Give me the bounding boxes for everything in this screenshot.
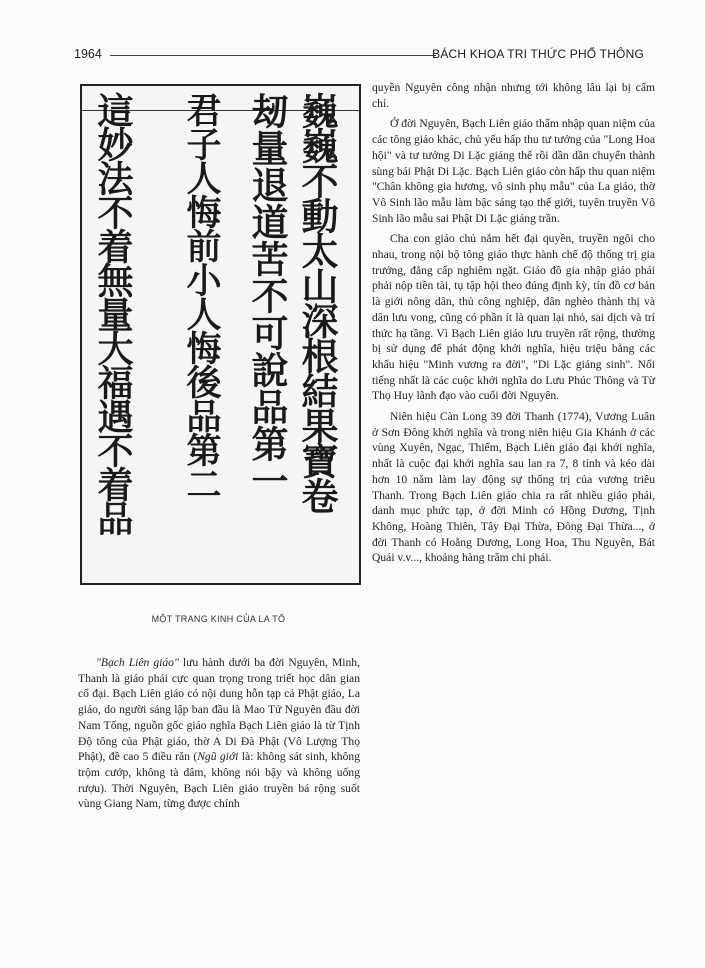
paragraph [78, 655, 360, 812]
figure-caption: MỘT TRANG KINH CỦA LA TỔ [151, 614, 286, 624]
italic-term: "Bạch Liên giáo" [96, 656, 179, 669]
paragraph-text: lưu hành dưới ba đời Nguyên, Minh, Thanh là giáo phái cực quan trọng trong triết học dân gian cổ đại. Bạch Liên giáo có nội dung hỗn tạp cả Phật giáo, La giáo, do người sáng lập ban đầu là Mao Tử Nguyên đầu đời Nam Tống, nguồn gốc giáo nghĩa Bạch Liên giáo là từ Tịnh Độ tông của Phật giáo, thờ A Di Đà Phật (Vô Lượng Thọ Phật), đề cao 5 điều răn ( [78, 656, 360, 764]
header-rule [110, 55, 436, 56]
right-text-column [372, 80, 655, 566]
paragraph: Ở đời Nguyên, Bạch Liên giáo thẩm nhập quan niệm của các tông giáo khác, chủ yếu hấp thu tư tưởng của "Long Hoa hội" và tư tưởng Di Lặc giáng thế rồi dần dần chuyển thành sùng bái Phật Di Lặc. Bạch Liên giáo còn hấp thu quan niệm "Chân không gia hương, vô sinh phụ mẫu" của La giáo, thờ Vô Sinh lão mẫu làm bậc sáng tạo thế giới, tuyên truyền Vô Sinh lão mẫu sai Phật Di Lặc giáng trần. [372, 117, 655, 225]
paragraph-text: là: không sát sinh, không trộm cướp, không tà dâm, không nói bậy và không uống rượu). Thời Nguyên, Bạch Liên giáo truyền bá rộng suốt vùng Giang Nam, từng được chính [78, 750, 360, 811]
paragraph: quyền Nguyên công nhận nhưng tới không lâu lại bị cấm chỉ. [372, 81, 655, 110]
page-number: 1964 [74, 47, 102, 61]
left-text-column [78, 655, 360, 812]
scripture-column-1: 巍巍不動太山深根結果寶卷 [295, 92, 339, 512]
paragraph: Niên hiệu Càn Long 39 đời Thanh (1774), Vương Luân ở Sơn Đông khởi nghĩa và trong niên hiệu Gia Khánh ở các vùng Xuyên, Ngạc, Thiểm, Bạch Liên giáo đại khởi nghĩa, nhất là cuộc đại khởi nghĩa sau lan ra 7, 8 tỉnh và kéo dài hơn 10 năm làm lay động sự thống trị của vương triều Thanh. Trong Bạch Liên giáo chia ra rất nhiều giáo phái, danh mục phức tạp, ở đời Minh có Hồng Dương, Tịnh Không, Hoàng Thiên, Tây Đại Thừa, Đông Đại Thừa..., ở đời Thanh có Hoằng Dương, Long Hoa, Thu Nguyên, Bát Quái v.v..., khoảng hàng trăm chi phái. [372, 410, 655, 565]
running-title: BÁCH KHOA TRI THỨC PHỔ THÔNG [432, 47, 644, 61]
scripture-column-2: 刼量退道苦不可說品第一 [245, 92, 289, 499]
paragraph: Cha con giáo chủ nắm hết đại quyền, truyền ngôi cho nhau, trong nội bộ tông giáo thực hành chế độ thống trị gia trưởng, đẳng cấp nghiêm ngặt. Giáo đồ gia nhập giáo phái phải nộp tiền tài, tụ tập hội theo đúng định kỳ, tín đồ cơ bản là giới nông dân, thủ công nghiệp, dân nghèo thành thị và dân lưu vong, cũng có phần ít là quan lại nhỏ, sai dịch và trí thức hạ tầng. Vì Bạch Liên giáo lưu truyền rất rộng, thường bị sử dụng để phát động khởi nghĩa, hiệu triệu bằng các khẩu hiệu "Minh vương ra đời", "Di Lặc giáng sinh". Nổi tiếng nhất là các cuộc khởi nghĩa do Lưu Phúc Thông và Từ Thọ Huy lãnh đạo vào cuối đời Nguyên. [372, 232, 655, 403]
page-header [74, 44, 644, 64]
scripture-figure [80, 84, 361, 585]
scripture-column-3: 君子人悔前小人悔後品第二 [181, 92, 222, 500]
italic-term: Ngũ giới [197, 750, 239, 764]
scripture-column-4: 這妙法不着無量大福遇不着品 [92, 92, 134, 534]
